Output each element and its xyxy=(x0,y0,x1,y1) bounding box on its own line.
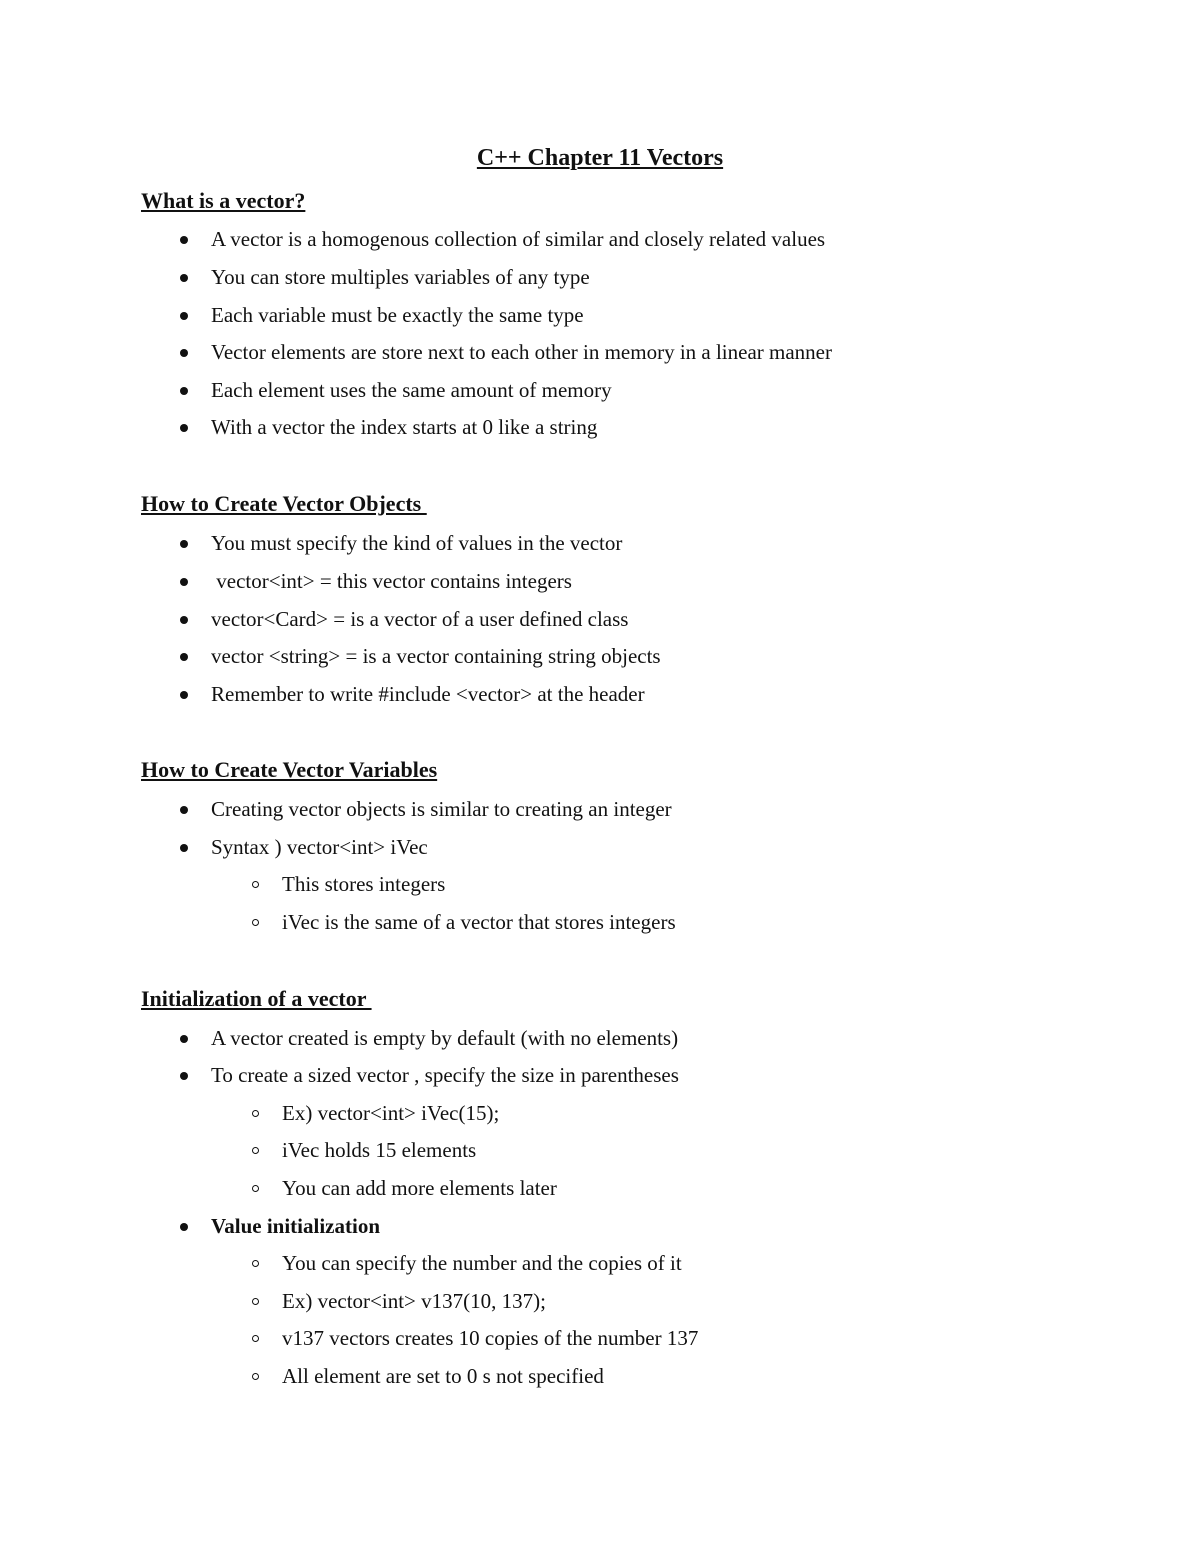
list-item: All element are set to 0 s not specified xyxy=(282,1364,604,1388)
list-item: vector<int> = this vector contains integers xyxy=(211,569,572,593)
bullet-dot-icon xyxy=(180,274,188,282)
list-item: Syntax ) vector<int> iVec xyxy=(211,835,428,859)
section-heading-what-is-a-vector: What is a vector? xyxy=(141,188,306,213)
list-item: vector<Card> = is a vector of a user defined class xyxy=(211,607,629,631)
bullet-circle-icon xyxy=(252,1147,259,1154)
list-item: Each element uses the same amount of memory xyxy=(211,378,612,402)
section-heading-create-vector-variables: How to Create Vector Variables xyxy=(141,757,438,782)
bullet-circle-icon xyxy=(252,1260,259,1267)
bullet-circle-icon xyxy=(252,919,259,926)
bullet-circle-icon xyxy=(252,1110,259,1117)
list-item: iVec holds 15 elements xyxy=(282,1138,477,1162)
list-item: This stores integers xyxy=(282,872,446,896)
bullet-circle-icon xyxy=(252,1335,259,1342)
bullet-dot-icon xyxy=(180,424,188,432)
list-item: Vector elements are store next to each other in memory in a linear manner xyxy=(211,340,832,364)
list-item: A vector created is empty by default (with no elements) xyxy=(211,1026,679,1050)
list-item: Remember to write #include <vector> at the header xyxy=(211,682,645,706)
list-item: You must specify the kind of values in the vector xyxy=(211,531,623,555)
list-item: To create a sized vector , specify the size in parentheses xyxy=(211,1063,679,1087)
list-item: vector <string> = is a vector containing string objects xyxy=(211,644,661,668)
bullet-dot-icon xyxy=(180,1072,188,1080)
list-item: You can store multiples variables of any type xyxy=(211,265,590,289)
bullet-circle-icon xyxy=(252,881,259,888)
bullet-dot-icon xyxy=(180,387,188,395)
list-item: With a vector the index starts at 0 like a string xyxy=(211,415,598,439)
list-item: Creating vector objects is similar to creating an integer xyxy=(211,797,672,821)
list-item: Each variable must be exactly the same type xyxy=(211,303,584,327)
bullet-dot-icon xyxy=(180,806,188,814)
bullet-dot-icon xyxy=(180,691,188,699)
page-title: C++ Chapter 11 Vectors xyxy=(476,145,724,171)
bullet-dot-icon xyxy=(180,844,188,852)
list-item: v137 vectors creates 10 copies of the number 137 xyxy=(282,1326,699,1350)
bullet-dot-icon xyxy=(180,1035,188,1043)
bullet-circle-icon xyxy=(252,1373,259,1380)
list-item: iVec is the same of a vector that stores integers xyxy=(282,910,676,934)
bullet-circle-icon xyxy=(252,1185,259,1192)
bullet-dot-icon xyxy=(180,349,188,357)
bullet-dot-icon xyxy=(180,236,188,244)
list-item-value-initialization: Value initialization xyxy=(211,1214,380,1238)
list-item: A vector is a homogenous collection of similar and closely related values xyxy=(211,227,826,251)
list-item: You can add more elements later xyxy=(282,1176,557,1200)
list-item: Ex) vector<int> iVec(15); xyxy=(282,1101,500,1125)
section-heading-create-vector-objects: How to Create Vector Objects xyxy=(141,491,427,516)
bullet-dot-icon xyxy=(180,540,188,548)
bullet-dot-icon xyxy=(180,653,188,661)
bullet-dot-icon xyxy=(180,312,188,320)
list-item: Ex) vector<int> v137(10, 137); xyxy=(282,1289,546,1313)
section-heading-initialization: Initialization of a vector xyxy=(141,986,372,1011)
bullet-circle-icon xyxy=(252,1298,259,1305)
bullet-dot-icon xyxy=(180,1223,188,1231)
bullet-dot-icon xyxy=(180,578,188,586)
bullet-dot-icon xyxy=(180,616,188,624)
list-item: You can specify the number and the copies of it xyxy=(282,1251,682,1275)
